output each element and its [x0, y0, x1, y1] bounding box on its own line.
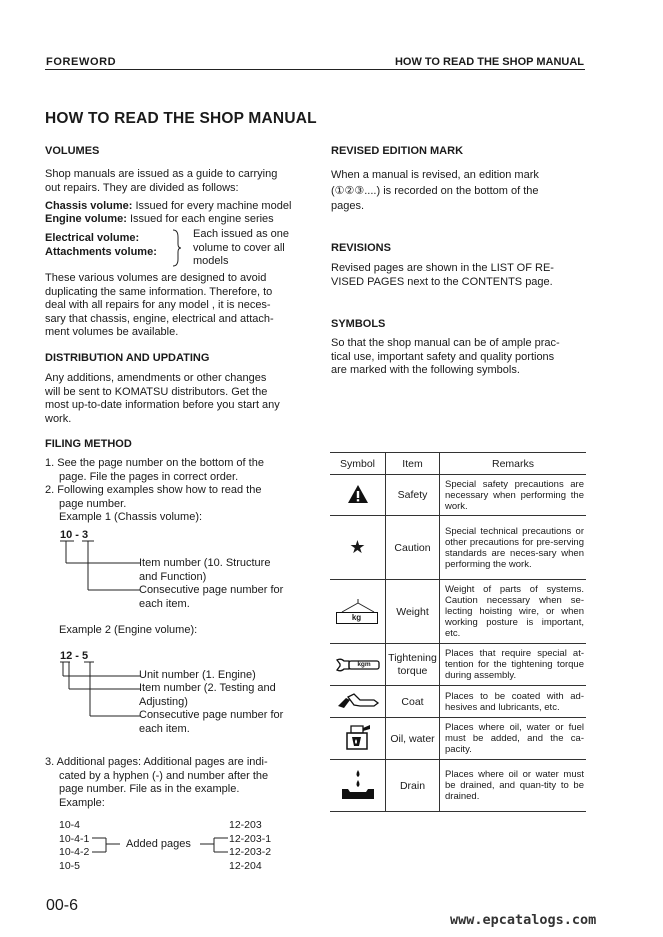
example-2-consecutive [139, 709, 283, 736]
table-row [330, 760, 586, 812]
remarks-cell: Special technical precautions or other precautions for pre-serving standards are neces-sary when performing the work. [440, 516, 587, 580]
text-line: Shop manuals are issued as a guide to carrying [45, 168, 278, 180]
text-line: volume to cover all [193, 241, 285, 254]
page-number: 12-204 [229, 859, 262, 872]
remarks-cell: Special safety precautions are necessary when performing the work. [440, 475, 587, 516]
coat-tube-icon [336, 691, 380, 709]
text-line: These various volumes are designed to avoid [45, 272, 267, 284]
volumes-body [45, 272, 307, 340]
text-line: page number. File as in the example. [59, 783, 240, 795]
text-line: (①②③....) is recorded on the bottom of the [331, 184, 539, 197]
remarks-cell: Places that require special at-tention for the tightening torque during assembly. [440, 644, 587, 686]
example-2-item-number [139, 682, 276, 709]
left-page-list [59, 819, 89, 873]
page-number: 10-4 [59, 819, 81, 831]
text-line: and Function) [139, 570, 207, 583]
text-line: page. File the pages in correct order. [59, 470, 239, 483]
text-line: deal with all repairs for any model , it is neces- [45, 299, 271, 311]
table-row [330, 686, 586, 718]
text-line: Item number (2. Testing and [139, 682, 276, 694]
text-line: are marked with the following symbols. [331, 364, 520, 376]
item-cell: Weight [386, 580, 440, 644]
filing-heading: FILING METHOD [45, 438, 132, 450]
distribution-heading: DISTRIBUTION AND UPDATING [45, 352, 210, 364]
volumes-heading: VOLUMES [45, 145, 100, 157]
revisions-body [331, 262, 585, 289]
hoist-lines [336, 599, 380, 613]
text-line: Consecutive page number for [139, 709, 284, 721]
kgm-label: kgm [357, 660, 371, 668]
symbols-heading: SYMBOLS [331, 318, 386, 330]
text-line: So that the shop manual can be of ample prac- [331, 337, 560, 349]
drain-icon [340, 768, 376, 800]
revised-heading: REVISED EDITION MARK [331, 145, 464, 157]
symbols-body [331, 337, 585, 378]
filing-item-1 [45, 457, 307, 484]
filing-item-3 [45, 756, 307, 810]
text-line: Adjusting) [139, 695, 188, 708]
table-row [330, 580, 586, 644]
engine-label: Engine volume: [45, 213, 127, 225]
header-rule [45, 69, 585, 70]
electrical-label: Electrical volume: [45, 232, 140, 244]
attachments-label: Attachments volume: [45, 246, 157, 258]
remarks-cell: Places where oil or water must be drained, and quan-tity to be drained. [440, 760, 587, 812]
column-header-item: Item [386, 453, 440, 475]
text-line: out repairs. They are divided as follows: [45, 181, 239, 194]
example-1-connector-lines [60, 540, 142, 596]
item-cell: Drain [386, 760, 440, 812]
chassis-text: Issued for every machine model [135, 200, 292, 212]
text-line: Revised pages are shown in the LIST OF RE- [331, 262, 554, 274]
page-number: 12-203 [229, 819, 262, 831]
safety-warning-icon [347, 484, 369, 504]
right-page-list [229, 819, 271, 873]
page-title: HOW TO READ THE SHOP MANUAL [45, 110, 317, 127]
symbol-cell [330, 718, 386, 760]
torque-wrench-icon [335, 657, 381, 673]
text-line: most up-to-date information before you start any [45, 399, 280, 411]
text-line: Any additions, amendments or other changes [45, 372, 267, 384]
remarks-cell: Places to be coated with ad-hesives and lubricants, etc. [440, 686, 587, 718]
text-line: 2. Following examples show how to read the [45, 484, 262, 496]
example-1-code: 10 - 3 [60, 529, 89, 541]
example-2-code: 12 - 5 [60, 650, 89, 662]
text-line: Item number (10. Structure [139, 557, 271, 569]
revisions-heading: REVISIONS [331, 242, 391, 254]
example-1-label: Example 1 (Chassis volume): [59, 511, 203, 523]
volumes-intro [45, 168, 305, 195]
star-icon: ★ [349, 537, 366, 557]
text-line: page number. [59, 497, 127, 510]
example-2-unit-number: Unit number (1. Engine) [139, 669, 256, 681]
filing-item-2 [45, 484, 307, 511]
page-number: 00-6 [46, 897, 79, 914]
added-pages-label: Added pages [126, 838, 191, 850]
kg-label: kg [336, 612, 378, 624]
each-issued-text [193, 228, 289, 269]
text-line: ment volumes be available. [45, 326, 179, 338]
text-line: work. [45, 412, 72, 425]
remarks-cell: Weight of parts of systems. Caution necessary when se-lecting hoisting wire, or when working posture is important, etc. [440, 580, 587, 644]
symbol-cell [330, 516, 386, 580]
item-cell: Caution [386, 516, 440, 580]
chassis-label: Chassis volume: [45, 200, 133, 212]
remarks-cell: Places where oil, water or fuel must be added, and the ca-pacity. [440, 718, 587, 760]
oil-can-icon [343, 723, 373, 751]
item-cell: Oil, water [386, 718, 440, 760]
symbol-cell [330, 580, 386, 644]
text-line: each item. [139, 722, 190, 735]
text-line: each item. [139, 597, 190, 610]
example-2-connector-lines [60, 661, 142, 719]
page-number: 10-4-1 [59, 832, 90, 845]
example-1-consecutive [139, 584, 283, 611]
example-1-item-number [139, 557, 270, 584]
text-line: pages. [331, 200, 365, 212]
brace-icon [171, 229, 183, 267]
item-cell: Coat [386, 686, 440, 718]
symbol-cell [330, 686, 386, 718]
text-line: models [193, 255, 229, 267]
symbol-cell [330, 760, 386, 812]
item-cell: Safety [386, 475, 440, 516]
text-line: 1. See the page number on the bottom of the [45, 457, 264, 469]
page-number: 12-203-1 [229, 832, 272, 845]
page-number: 10-5 [59, 859, 81, 872]
text-line: VISED PAGES next to the CONTENTS page. [331, 275, 553, 288]
page-number: 12-203-2 [229, 846, 272, 859]
table-row [330, 644, 586, 686]
text-line: 3. Additional pages: Additional pages are indi- [45, 756, 268, 768]
column-header-symbol: Symbol [330, 453, 386, 475]
symbol-cell [330, 644, 386, 686]
text-line: Example: [59, 796, 105, 809]
table-row [330, 475, 586, 516]
item-cell: Tightening torque [386, 644, 440, 686]
symbol-cell [330, 475, 386, 516]
weight-kg-icon [336, 599, 380, 625]
text-line: sary that chassis, engine, electrical and attach- [45, 312, 274, 325]
text-line: Each issued as one [193, 228, 290, 240]
header-page-title: HOW TO READ THE SHOP MANUAL [394, 56, 584, 68]
column-header-remarks: Remarks [440, 453, 587, 475]
distribution-body [45, 372, 307, 426]
example-2-label: Example 2 (Engine volume): [59, 624, 198, 636]
text-line: When a manual is revised, an edition mark [331, 169, 539, 181]
website-url: www.epcatalogs.com [450, 912, 597, 928]
engine-text: Issued for each engine series [129, 213, 274, 225]
table-row [330, 718, 586, 760]
engine-volume-line [45, 213, 274, 227]
text-line: tical use, important safety and quality portions [331, 350, 555, 363]
revised-body [331, 168, 585, 215]
symbols-table [330, 452, 586, 812]
chassis-volume-line [45, 200, 291, 214]
table-header-row [330, 453, 586, 475]
page-number: 10-4-2 [59, 846, 90, 859]
text-line: Consecutive page number for [139, 584, 284, 596]
text-line: will be sent to KOMATSU distributors. Get the [45, 385, 268, 398]
header-section-label: FOREWORD [46, 56, 117, 68]
text-line: cated by a hyphen (-) and number after the [59, 769, 269, 782]
table-row [330, 516, 586, 580]
text-line: duplicating the same information. Therefore, to [45, 285, 273, 298]
